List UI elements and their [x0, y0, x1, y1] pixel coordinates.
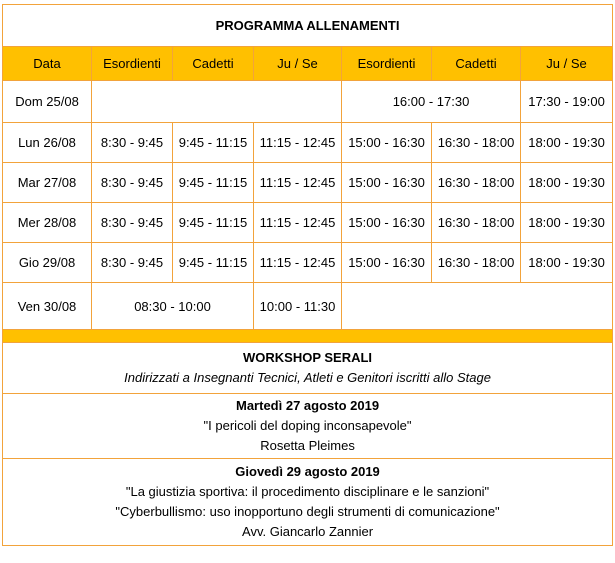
col-header-esordienti-afternoon: Esordienti	[342, 47, 432, 81]
separator-band	[3, 330, 613, 343]
session-date: Giovedì 29 agosto 2019	[235, 464, 380, 479]
time-cell: 11:15 - 12:45	[254, 243, 342, 283]
workshop-session-cell	[3, 394, 613, 459]
date-cell: Lun 26/08	[3, 123, 92, 163]
header-row	[3, 47, 613, 81]
session-talk: "La giustizia sportiva: il procedimento disciplinare e le sanzioni"	[125, 484, 490, 499]
col-header-cadetti-afternoon: Cadetti	[432, 47, 521, 81]
session-speaker: Rosetta Pleimes	[260, 438, 355, 453]
time-cell: 8:30 - 9:45	[92, 203, 173, 243]
time-cell: 18:00 - 19:30	[521, 163, 613, 203]
date-cell: Mar 27/08	[3, 163, 92, 203]
workshop-header-row	[3, 343, 613, 394]
session-speaker: Avv. Giancarlo Zannier	[242, 524, 374, 539]
time-cell: 11:15 - 12:45	[254, 163, 342, 203]
time-cell: 15:00 - 16:30	[342, 243, 432, 283]
time-cell: 16:30 - 18:00	[432, 123, 521, 163]
col-header-data: Data	[3, 47, 92, 81]
col-header-cadetti-morning: Cadetti	[173, 47, 254, 81]
table-row	[3, 243, 613, 283]
table-row	[3, 283, 613, 330]
schedule-title: PROGRAMMA ALLENAMENTI	[3, 5, 613, 47]
empty-cell	[342, 283, 613, 330]
table-row	[3, 163, 613, 203]
separator-band-cell	[3, 330, 613, 343]
col-header-juse-morning: Ju / Se	[254, 47, 342, 81]
session-talk: "I pericoli del doping inconsapevole"	[203, 418, 412, 433]
time-cell: 17:30 - 19:00	[521, 81, 613, 123]
workshop-subtitle: Indirizzati a Insegnanti Tecnici, Atleti e Genitori iscritti allo Stage	[124, 370, 491, 385]
time-cell: 16:30 - 18:00	[432, 163, 521, 203]
workshop-session-row	[3, 394, 613, 459]
table-row	[3, 81, 613, 123]
workshop-session-cell	[3, 459, 613, 546]
time-cell: 8:30 - 9:45	[92, 163, 173, 203]
date-cell: Dom 25/08	[3, 81, 92, 123]
time-cell: 9:45 - 11:15	[173, 243, 254, 283]
time-cell: 11:15 - 12:45	[254, 203, 342, 243]
col-header-juse-afternoon: Ju / Se	[521, 47, 613, 81]
schedule-table	[2, 4, 613, 546]
workshop-session-row	[3, 459, 613, 546]
time-cell: 15:00 - 16:30	[342, 203, 432, 243]
session-date: Martedì 27 agosto 2019	[236, 398, 380, 413]
time-cell: 8:30 - 9:45	[92, 243, 173, 283]
time-cell: 9:45 - 11:15	[173, 163, 254, 203]
time-cell: 16:30 - 18:00	[432, 203, 521, 243]
empty-cell	[92, 81, 342, 123]
date-cell: Mer 28/08	[3, 203, 92, 243]
time-cell: 18:00 - 19:30	[521, 243, 613, 283]
time-cell: 8:30 - 9:45	[92, 123, 173, 163]
table-row	[3, 203, 613, 243]
time-cell: 9:45 - 11:15	[173, 123, 254, 163]
time-cell: 9:45 - 11:15	[173, 203, 254, 243]
time-cell: 11:15 - 12:45	[254, 123, 342, 163]
col-header-esordienti-morning: Esordienti	[92, 47, 173, 81]
time-cell: 10:00 - 11:30	[254, 283, 342, 330]
time-cell: 08:30 - 10:00	[92, 283, 254, 330]
title-row	[3, 5, 613, 47]
training-schedule-sheet	[2, 4, 612, 546]
time-cell: 16:00 - 17:30	[342, 81, 521, 123]
workshop-header-cell	[3, 343, 613, 394]
time-cell: 18:00 - 19:30	[521, 123, 613, 163]
date-cell: Ven 30/08	[3, 283, 92, 330]
time-cell: 16:30 - 18:00	[432, 243, 521, 283]
date-cell: Gio 29/08	[3, 243, 92, 283]
table-row	[3, 123, 613, 163]
time-cell: 15:00 - 16:30	[342, 163, 432, 203]
workshop-title: WORKSHOP SERALI	[243, 350, 373, 365]
session-talk: "Cyberbullismo: uso inopportuno degli strumenti di comunicazione"	[115, 504, 500, 519]
time-cell: 18:00 - 19:30	[521, 203, 613, 243]
time-cell: 15:00 - 16:30	[342, 123, 432, 163]
